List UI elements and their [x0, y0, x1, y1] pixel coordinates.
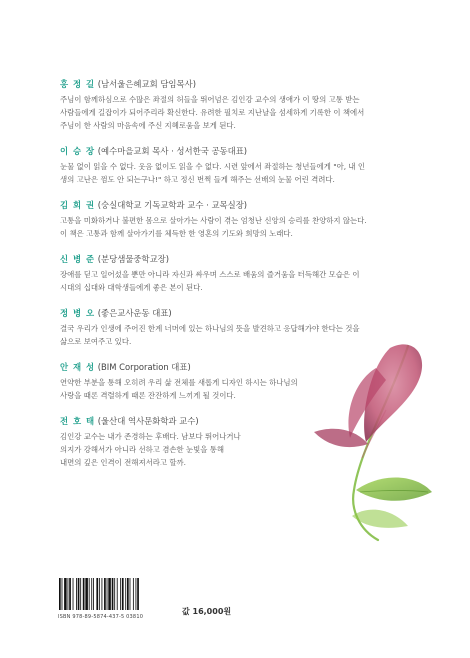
isbn-number: ISBN 978-89-5874-437-5 03810 [58, 614, 144, 620]
barcode-bar [78, 578, 80, 610]
barcode-bar [137, 578, 139, 610]
barcode-bar [73, 578, 74, 610]
endorser-affiliation: (숭실대학교 기독교학과 교수 · 교목실장) [97, 200, 248, 210]
barcode-bar [93, 578, 94, 610]
endorser-affiliation: (울산대 역사문화학과 교수) [97, 416, 199, 426]
endorsement-text-line: 연약한 부분을 통해 오히려 우리 삶 전체를 새롭게 디자인 하시는 하나님의 [60, 378, 298, 387]
barcode-bar [64, 578, 67, 610]
price-label: 값 16,000원 [182, 607, 232, 616]
barcode-block [58, 578, 170, 624]
barcode-bar [76, 578, 77, 610]
endorser-name: 전 호 태 [60, 416, 96, 426]
endorser-affiliation: (남서울은혜교회 담임목사) [97, 79, 196, 89]
endorsement-text-line: 삶으로 보여주고 있다. [60, 337, 132, 346]
endorsement-header [60, 253, 440, 265]
barcode-icon [58, 578, 170, 612]
barcode-bar [120, 578, 121, 610]
barcode-bar [125, 578, 126, 610]
barcode-bar [91, 578, 92, 610]
endorsement [60, 199, 440, 240]
endorsement-text-line: 주님이 함께하심으로 수많은 좌절의 허들을 뛰어넘은 김인강 교수의 생애가 이 땅의 고통 받는 [60, 95, 360, 104]
barcode-bar [62, 578, 63, 610]
barcode-bar [130, 578, 131, 610]
endorser-affiliation: (분당샘물중학교장) [97, 254, 170, 264]
endorsement [60, 253, 440, 294]
barcode-bar [108, 578, 111, 610]
barcode-bar [89, 578, 90, 610]
endorser-affiliation: (BIM Corporation 대표) [97, 362, 191, 372]
endorsement-text-line: 주님이 한 사람의 마음속에 주신 지혜로움을 보게 된다. [60, 121, 236, 130]
endorsement-text-line: 의지가 강해서가 아니라 선하고 겸손한 눈빛을 통해 [60, 445, 225, 454]
endorsement-text-line: 사랑을 때론 격렬하게 때론 잔잔하게 느끼게 될 것이다. [60, 391, 236, 400]
barcode-bar [102, 578, 103, 610]
endorsement [60, 78, 440, 132]
endorser-name: 이 승 장 [60, 146, 96, 156]
endorser-name: 홍 정 길 [60, 79, 96, 89]
endorsement-text-line: 시대의 십대와 대학생들에게 좋은 본이 된다. [60, 283, 203, 292]
barcode-bar [68, 578, 69, 610]
flower-illustration [290, 340, 440, 570]
endorser-name: 신 병 준 [60, 254, 96, 264]
barcode-bar [133, 578, 134, 610]
endorsement-text-line: 김인강 교수는 내가 존경하는 후배다. 남보다 뛰어나거나 [60, 432, 241, 441]
endorsement-text-line: 고통을 미화하거나 불편한 몸으로 살아가는 사람이 겪는 엄청난 신앙의 승리를 찬양하지 않는다. [60, 216, 367, 225]
barcode-bar [59, 578, 61, 610]
barcode-bar [104, 578, 106, 610]
endorsement-header [60, 78, 440, 90]
endorser-affiliation: (예수마을교회 목사 · 성서한국 공동대표) [97, 146, 248, 156]
endorsement-text-line: 이 책은 고통과 함께 살아가기를 체득한 한 영혼의 기도와 희망의 노래다. [60, 229, 293, 238]
endorsement-text-line: 결국 우리가 인생에 주어진 한계 너머에 있는 하나님의 뜻을 발견하고 응답해가야 한다는 것을 [60, 324, 360, 333]
endorsement-text-line: 장애를 딛고 일어섰을 뿐만 아니라 자신과 싸우며 스스로 배움의 즐거움을 터득해간 모습은 이 [60, 270, 360, 279]
barcode-bar [122, 578, 124, 610]
barcode-bar [85, 578, 88, 610]
barcode-bar [96, 578, 98, 610]
barcode-bar [107, 578, 108, 610]
barcode-bar [136, 578, 137, 610]
barcode-bar [69, 578, 71, 610]
barcode-bar [80, 578, 81, 610]
barcode-bar [117, 578, 118, 610]
barcode-bar [127, 578, 129, 610]
endorsement-text-line: 내면의 깊은 인격이 전해져서라고 할까. [60, 458, 186, 467]
endorser-name: 정 병 오 [60, 308, 96, 318]
barcode-bar [112, 578, 114, 610]
endorser-affiliation: (좋은교사운동 대표) [97, 308, 172, 318]
endorsement-text-line: 눈물 없이 읽을 수 없다. 웃음 없이도 읽을 수 없다. 시련 앞에서 좌절하는 청년들에게 "아, 내 인 [60, 162, 366, 171]
endorsement-header [60, 199, 440, 211]
endorsement [60, 145, 440, 186]
barcode-bar [114, 578, 115, 610]
barcode-bar [99, 578, 100, 610]
endorsement-header [60, 307, 440, 319]
endorser-name: 김 회 권 [60, 200, 96, 210]
endorsement-text-line: 생의 고난은 껌도 안 되는구나!" 하고 정신 번쩍 들게 해주는 선배의 눈물 어린 격려다. [60, 175, 335, 184]
endorsement-text-line: 사람들에게 길잡이가 되어주리라 확신한다. 유려한 필치로 지난날을 섬세하게 기록한 이 책에서 [60, 108, 365, 117]
endorsement-header [60, 145, 440, 157]
endorser-name: 안 재 성 [60, 362, 96, 372]
barcode-bar [83, 578, 85, 610]
